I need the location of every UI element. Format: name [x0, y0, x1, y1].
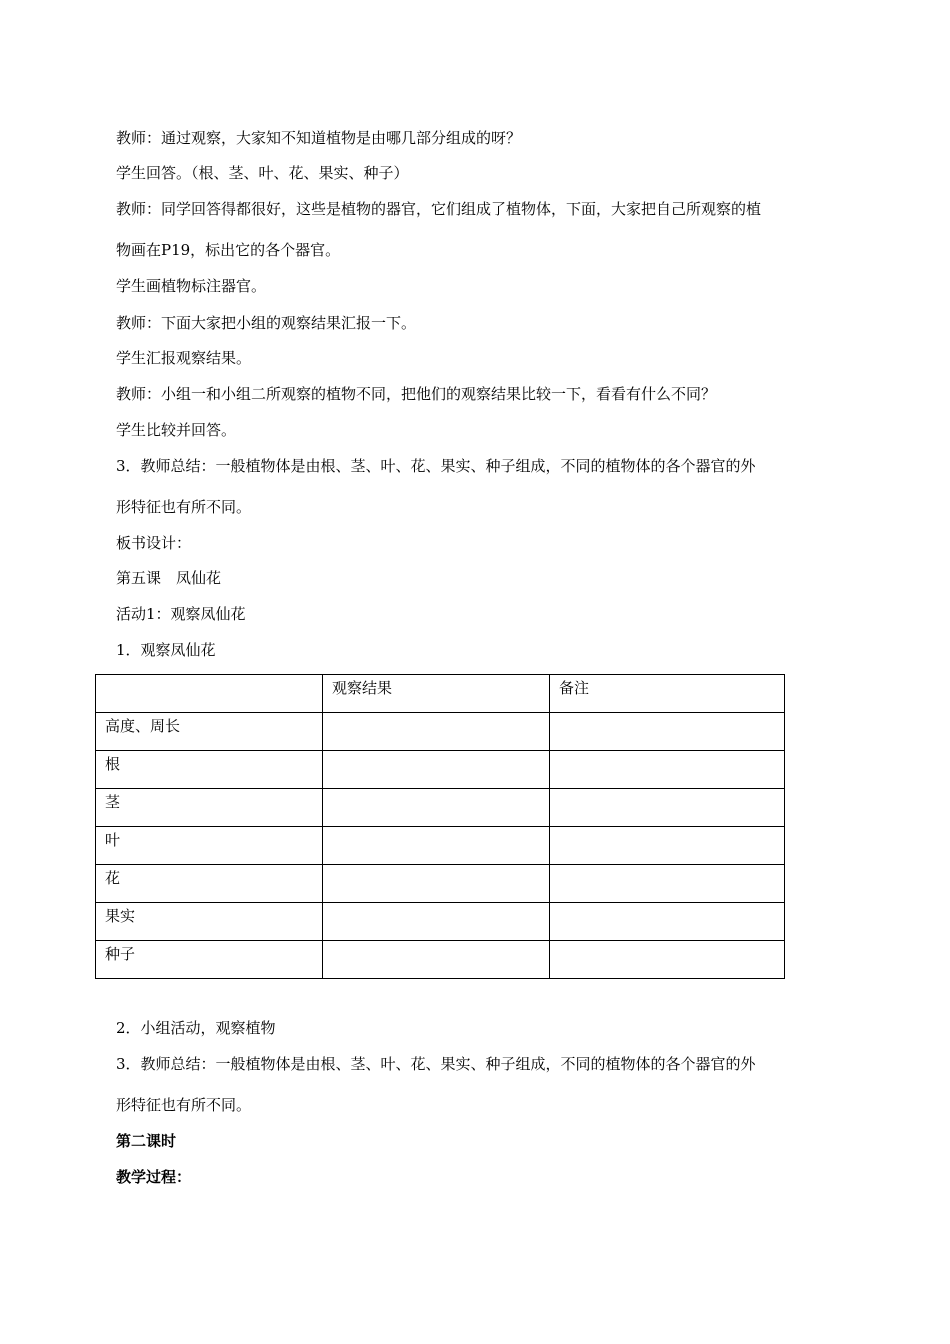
table-row — [96, 865, 785, 903]
paragraph-line: 教师：通过观察，大家知不知道植物是由哪几部分组成的呀？ — [116, 129, 522, 147]
table-cell — [550, 789, 785, 827]
table-cell: 花 — [96, 865, 323, 903]
table-header-cell: 备注 — [550, 675, 785, 713]
table-row — [96, 903, 785, 941]
table-cell: 种子 — [96, 941, 323, 979]
table-row — [96, 827, 785, 865]
table-cell: 茎 — [96, 789, 323, 827]
table-cell — [550, 751, 785, 789]
table-cell — [550, 827, 785, 865]
table-header-cell — [96, 675, 323, 713]
paragraph-line: 形特征也有所不同。 — [116, 1096, 252, 1114]
table-cell — [323, 903, 550, 941]
table-cell: 根 — [96, 751, 323, 789]
paragraph-line: 教师：小组一和小组二所观察的植物不同，把他们的观察结果比较一下，看看有什么不同？ — [116, 385, 717, 403]
section-heading: 教学过程： — [116, 1168, 192, 1186]
lesson-title: 第五课 凤仙花 — [116, 569, 222, 587]
table-cell — [323, 865, 550, 903]
table-row — [96, 751, 785, 789]
table-cell: 高度、周长 — [96, 713, 323, 751]
paragraph-line: 学生画植物标注器官。 — [116, 277, 267, 295]
paragraph-line: 板书设计： — [116, 534, 192, 552]
paragraph-line: 物画在P19，标出它的各个器官。 — [116, 241, 341, 259]
activity-title: 活动1：观察凤仙花 — [116, 605, 246, 623]
table-cell: 果实 — [96, 903, 323, 941]
table-row — [96, 713, 785, 751]
table-cell: 叶 — [96, 827, 323, 865]
table-cell — [323, 941, 550, 979]
paragraph-line: 学生比较并回答。 — [116, 421, 237, 439]
table-row — [96, 941, 785, 979]
paragraph-line: 3．教师总结：一般植物体是由根、茎、叶、花、果实、种子组成，不同的植物体的各个器官的外 — [116, 1055, 756, 1073]
table-cell — [550, 941, 785, 979]
table-cell — [323, 713, 550, 751]
table-cell — [323, 827, 550, 865]
paragraph-line: 学生回答。（根、茎、叶、花、果实、种子） — [116, 164, 409, 182]
paragraph-line: 形特征也有所不同。 — [116, 498, 252, 516]
table-header-cell: 观察结果 — [323, 675, 550, 713]
paragraph-line: 教师：下面大家把小组的观察结果汇报一下。 — [116, 314, 417, 332]
table-cell — [323, 789, 550, 827]
observation-table — [95, 674, 785, 979]
paragraph-line: 学生汇报观察结果。 — [116, 349, 252, 367]
table-cell — [550, 865, 785, 903]
list-item: 2．小组活动，观察植物 — [116, 1019, 276, 1037]
table-cell — [323, 751, 550, 789]
table-cell — [550, 903, 785, 941]
table-row — [96, 789, 785, 827]
paragraph-line: 3．教师总结：一般植物体是由根、茎、叶、花、果实、种子组成，不同的植物体的各个器官的外 — [116, 457, 756, 475]
paragraph-line: 教师：同学回答得都很好，这些是植物的器官，它们组成了植物体，下面，大家把自己所观察的植 — [116, 200, 762, 218]
table-cell — [550, 713, 785, 751]
list-item: 1．观察凤仙花 — [116, 641, 216, 659]
table-header-row — [96, 675, 785, 713]
section-heading: 第二课时 — [116, 1132, 177, 1150]
